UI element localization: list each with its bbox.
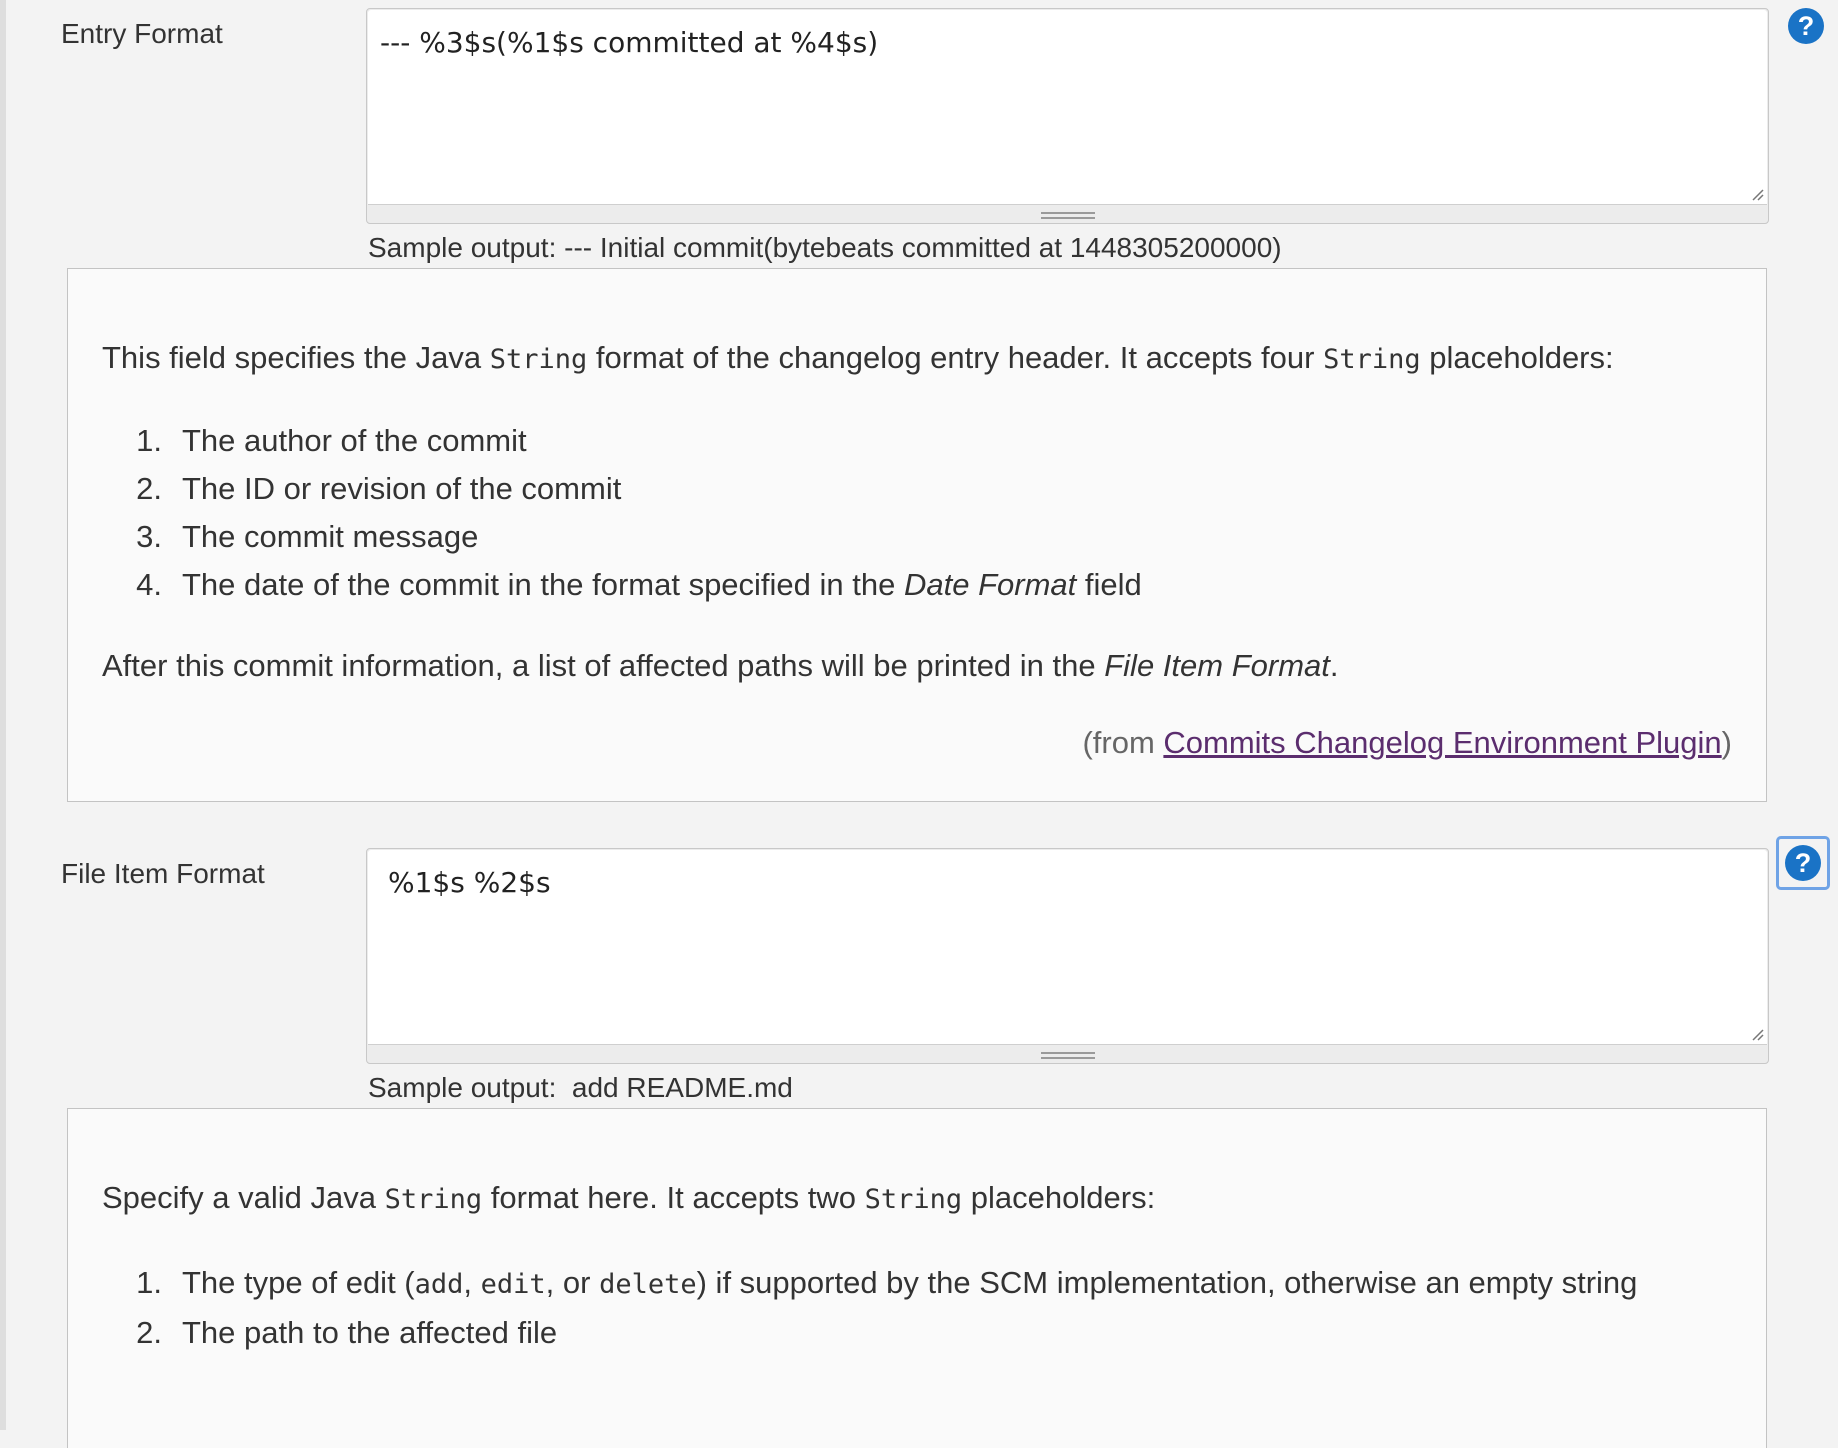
plugin-link[interactable]: Commits Changelog Environment Plugin bbox=[1163, 725, 1722, 760]
placeholder-list bbox=[102, 1259, 1736, 1357]
vertical-resize-grabber[interactable] bbox=[1041, 1052, 1095, 1059]
entry-format-help-panel bbox=[67, 268, 1767, 802]
entry-format-textarea[interactable]: --- %3$s(%1$s committed at %4$s) bbox=[368, 10, 1767, 205]
list-item: 2. The ID or revision of the commit bbox=[136, 471, 622, 506]
list-item: 1. The type of edit (add, edit, or delete) if supported by the SCM implementation, otherwise an empty string bbox=[136, 1265, 1638, 1300]
list-item: 3. The commit message bbox=[136, 519, 479, 554]
help-intro: This field specifies the Java String format of the changelog entry header. It accepts four String placeholders: bbox=[102, 340, 1614, 375]
entry-format-help-button[interactable]: ? bbox=[1788, 8, 1824, 44]
help-outro: After this commit information, a list of affected paths will be printed in the File Item Format. bbox=[102, 648, 1339, 683]
sample-output-label: Sample output: bbox=[368, 1072, 557, 1103]
vertical-resize-grabber[interactable] bbox=[1041, 212, 1095, 219]
list-item: 4. The date of the commit in the format specified in the Date Format field bbox=[136, 567, 1142, 602]
entry-format-sample-output bbox=[368, 232, 1282, 264]
file-item-format-label: File Item Format bbox=[61, 858, 265, 889]
placeholder-list bbox=[102, 417, 1736, 609]
file-item-format-help-panel bbox=[67, 1108, 1767, 1448]
file-item-format-help-button[interactable]: ? bbox=[1785, 845, 1821, 881]
list-item: 2. The path to the affected file bbox=[136, 1315, 558, 1350]
entry-format-label: Entry Format bbox=[61, 18, 223, 49]
sample-output-value: add README.md bbox=[564, 1072, 793, 1103]
help-intro: Specify a valid Java String format here. It accepts two String placeholders: bbox=[102, 1180, 1156, 1215]
sample-output-value: --- Initial commit(bytebeats committed at 1448305200000) bbox=[564, 232, 1282, 263]
help-source: (from Commits Changelog Environment Plugin) bbox=[1082, 725, 1732, 760]
file-item-format-textarea-container bbox=[366, 848, 1769, 1064]
sample-output-label: Sample output: bbox=[368, 232, 557, 263]
entry-format-textarea-container bbox=[366, 8, 1769, 224]
resize-handle-icon[interactable] bbox=[1750, 1027, 1764, 1041]
file-item-format-textarea[interactable]: %1$s %2$s bbox=[368, 850, 1767, 1045]
list-item: 1. The author of the commit bbox=[136, 423, 527, 458]
file-item-format-sample-output bbox=[368, 1072, 793, 1104]
resize-handle-icon[interactable] bbox=[1750, 187, 1764, 201]
